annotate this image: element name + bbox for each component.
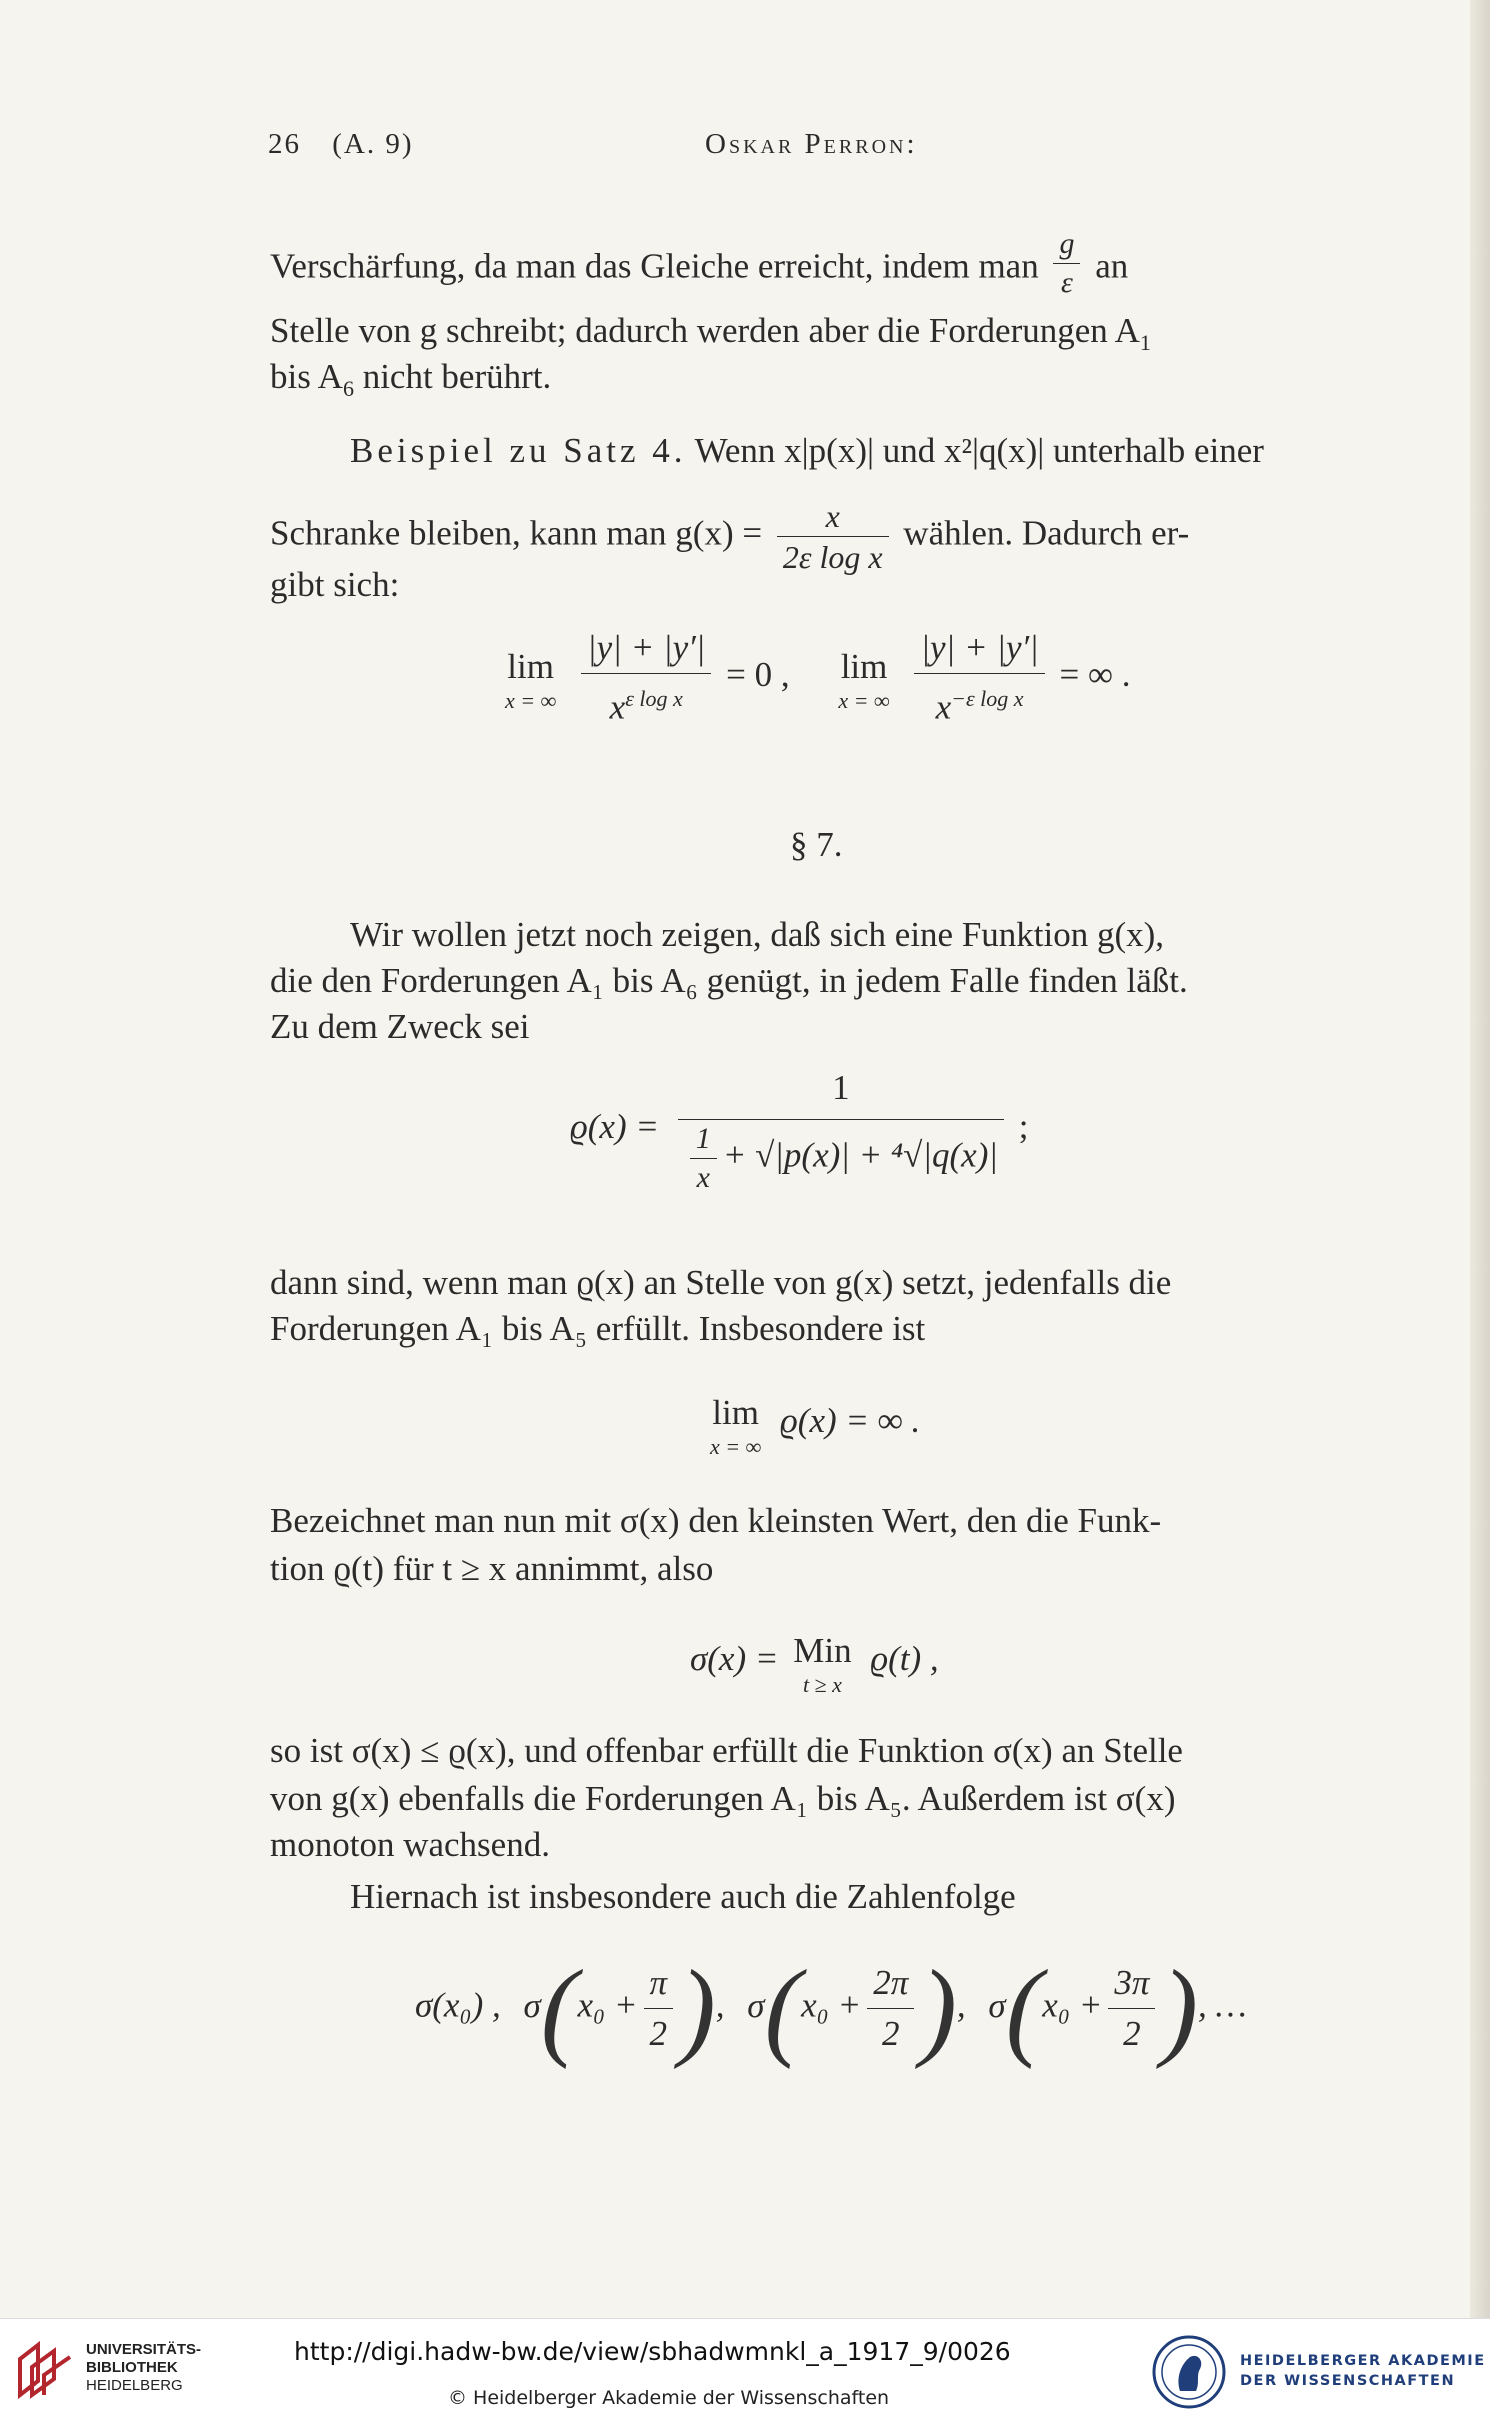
den-base: x <box>609 687 626 727</box>
comma: , <box>956 1985 966 2025</box>
lim-3 <box>710 1390 761 1458</box>
p5-line2: tion ϱ(t) für t ≥ x annimmt, also <box>270 1549 714 1588</box>
min-word: Min <box>793 1631 852 1670</box>
lib-line-1: UNIVERSITÄTS- <box>86 2341 202 2358</box>
text: Verschärfung, da man das Gleiche erreicht, indem man <box>270 246 1039 286</box>
frac-num: |y| + |y′| <box>581 625 711 674</box>
min-sub: t ≥ x <box>802 1672 842 1697</box>
document-url-link[interactable]: http://digi.hadw-bw.de/view/sbhadwmnkl_a_1917_9/0026 <box>294 2337 1011 2366</box>
inner-fraction <box>690 1122 717 1195</box>
p3-line2: die den Forderungen A₁ bis A₆ genügt, in jedem Falle finden läßt. <box>270 961 1188 1000</box>
paren-open: ( <box>540 1947 578 2070</box>
sigma: σ <box>747 1985 765 2025</box>
lim-word: lim <box>507 646 554 686</box>
fraction-rho <box>678 1065 1004 1195</box>
lim-sub: x = ∞ <box>838 687 890 713</box>
p1-line1 <box>270 227 1375 306</box>
p4-line2: Forderungen A₁ bis A₅ erfüllt. Insbesondere ist <box>270 1309 926 1348</box>
text: wählen. Dadurch er- <box>903 513 1190 553</box>
p4-line1: dann sind, wenn man ϱ(x) an Stelle von g(x) setzt, jedenfalls die <box>270 1263 1172 1302</box>
subscript: 1 <box>1139 330 1151 355</box>
text: Stelle von g schreibt; dadurch werden aber die Forderungen A <box>270 311 1140 350</box>
p6-line1: so ist σ(x) ≤ ϱ(x), und offenbar erfüllt die Funktion σ(x) an Stelle <box>270 1731 1183 1770</box>
academy-seal-icon <box>1150 2333 1228 2411</box>
lim-body: ϱ(x) = ∞ . <box>780 1401 921 1441</box>
x0: x₀ + <box>801 1985 862 2025</box>
fraction-2 <box>914 625 1044 731</box>
example-label: Beispiel zu Satz 4. <box>350 431 687 470</box>
text: Wenn x|p(x)| und x²|q(x)| unterhalb einer <box>694 431 1264 470</box>
rhs-2: = ∞ . <box>1059 654 1131 694</box>
text: nicht berührt. <box>353 357 552 396</box>
p6-line3: monoton wachsend. <box>270 1825 550 1864</box>
footer-bar <box>0 2318 1490 2425</box>
text: an <box>1095 246 1129 286</box>
equation-limits <box>505 625 1130 731</box>
frac-num: 3π <box>1108 1960 1155 2009</box>
subscript: 6 <box>342 376 354 401</box>
frac-num: π <box>644 1960 674 2009</box>
copyright-notice: © Heidelberger Akademie der Wissenschaften <box>448 2387 890 2409</box>
den-exp: −ε log x <box>951 686 1024 711</box>
radicals: + √|p(x)| + ⁴√|q(x)| <box>722 1135 998 1175</box>
rhs-1: = 0 , <box>726 654 790 694</box>
frac-den <box>678 1120 1004 1195</box>
paren-close: ) <box>679 1947 716 2070</box>
p3-line1: Wir wollen jetzt noch zeigen, daß sich eine Funktion g(x), <box>350 915 1165 954</box>
page-header <box>268 128 414 161</box>
frac-den: 2ε log x <box>782 539 883 575</box>
comma: , <box>715 1985 725 2025</box>
sigma: σ <box>988 1985 1006 2025</box>
frac-num: 1 <box>678 1065 1004 1120</box>
lim-sub: x = ∞ <box>505 687 557 713</box>
university-library-logo-icon <box>14 2339 78 2401</box>
p2-line1 <box>350 428 1264 474</box>
series-number: (A. 9) <box>332 128 414 160</box>
p7-line1: Hiernach ist insbesondere auch die Zahlenfolge <box>350 1877 1016 1916</box>
header-author: Oskar Perron: <box>705 128 918 160</box>
frac-den: ε <box>1061 266 1073 299</box>
fraction-x-2elogx <box>777 498 889 575</box>
min-body: ϱ(t) , <box>870 1639 939 1679</box>
page-gutter <box>1470 0 1490 2318</box>
semicolon: ; <box>1018 1107 1029 1147</box>
frac-den: 2 <box>881 2014 900 2053</box>
academy-name <box>1240 2351 1486 2391</box>
frac-num: x <box>777 498 889 537</box>
frac-den: 2 <box>649 2014 668 2053</box>
frac-num: 1 <box>690 1122 717 1159</box>
den-exp: ε log x <box>625 686 683 711</box>
acad-line-1: HEIDELBERGER AKADEMIE <box>1240 2353 1486 2369</box>
paren-close: ) <box>920 1947 957 2070</box>
paren-open: ( <box>1005 1947 1043 2070</box>
equation-rho <box>570 1065 1028 1195</box>
lib-line-2: BIBLIOTHEK <box>86 2359 178 2376</box>
section-heading: § 7. <box>790 825 843 864</box>
p6-line2: von g(x) ebenfalls die Forderungen A₁ bis A₅. Außerdem ist σ(x) <box>270 1779 1176 1818</box>
university-library-name <box>86 2341 201 2395</box>
acad-line-2: DER WISSENSCHAFTEN <box>1240 2373 1456 2389</box>
p1-line3 <box>270 354 551 412</box>
rho-lhs: ϱ(x) = <box>570 1107 659 1147</box>
x0: x₀ + <box>577 1985 638 2025</box>
frac-den <box>581 674 711 731</box>
seq-term-1: σ(x₀) , <box>415 1985 501 2025</box>
lib-line-3: HEIDELBERG <box>86 2377 183 2394</box>
p5-line1: Bezeichnet man nun mit σ(x) den kleinsten Wert, den die Funk- <box>270 1501 1162 1540</box>
fraction-g-eps <box>1053 227 1080 300</box>
frac-den: 2 <box>1123 2014 1141 2053</box>
frac-num: |y| + |y′| <box>914 625 1044 674</box>
ellipsis: , … <box>1198 1985 1247 2025</box>
x0: x₀ + <box>1042 1985 1103 2025</box>
text: bis A <box>270 357 343 396</box>
p2-line3: gibt sich: <box>270 565 400 604</box>
frac-2pi-2 <box>867 1960 914 2057</box>
p3-line3: Zu dem Zweck sei <box>270 1007 530 1046</box>
frac-num: 2π <box>867 1960 914 2009</box>
equation-sequence <box>415 1947 1247 2070</box>
min-op <box>793 1628 851 1696</box>
sigma: σ <box>523 1985 541 2025</box>
lim-1 <box>505 644 556 712</box>
equation-lim-rho <box>710 1390 920 1458</box>
paren-close: ) <box>1161 1947 1199 2070</box>
lim-word: lim <box>840 646 888 686</box>
p2-line2 <box>270 498 1189 575</box>
frac-pi-2 <box>644 1960 674 2057</box>
text: Schranke bleiben, kann man g(x) = <box>270 513 763 553</box>
fraction-1 <box>581 625 711 731</box>
frac-3pi-2 <box>1108 1960 1155 2057</box>
page-number: 26 <box>268 128 301 160</box>
lim-sub: x = ∞ <box>710 1434 762 1459</box>
lim-word: lim <box>712 1393 759 1432</box>
den-base: x <box>935 687 952 727</box>
lim-2 <box>838 644 889 712</box>
frac-num: g <box>1053 227 1080 264</box>
equation-sigma <box>690 1628 939 1696</box>
sigma-lhs: σ(x) = <box>690 1639 779 1679</box>
frac-den: x <box>696 1161 710 1194</box>
frac-den <box>914 674 1044 731</box>
paren-open: ( <box>764 1947 802 2070</box>
